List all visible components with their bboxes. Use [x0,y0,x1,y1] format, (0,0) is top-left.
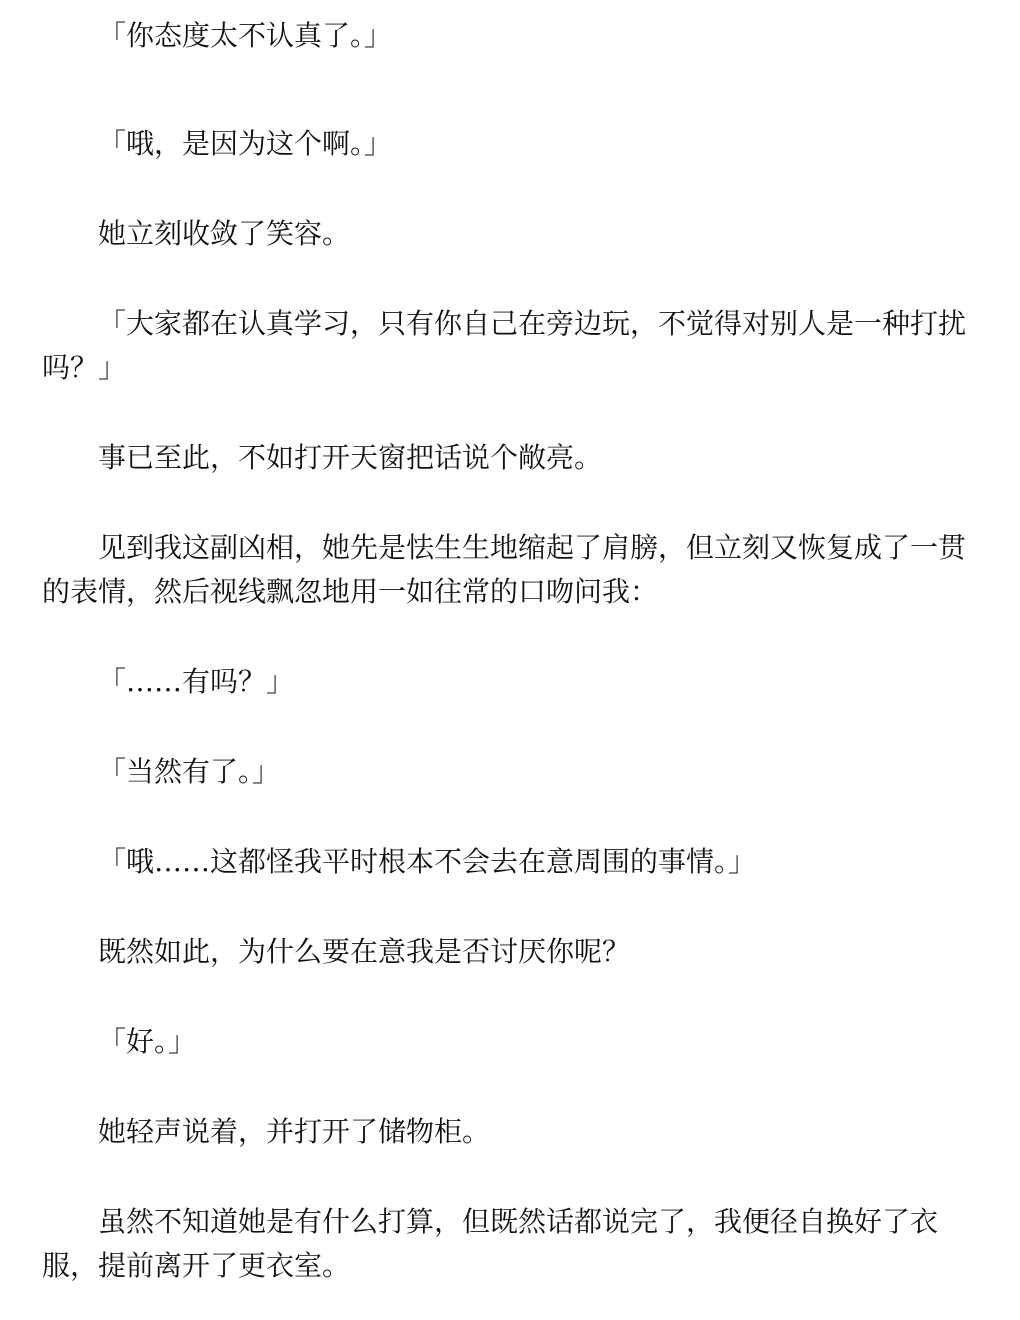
paragraph: 「当然有了。」 [98,755,281,788]
paragraph-gap [42,704,982,750]
paragraph-gap [42,256,982,302]
paragraph: 「你态度太不认真了。」 [98,19,393,52]
paragraph: 事已至此，不如打开天窗把话说个敞亮。 [98,441,603,474]
paragraph-gap [42,884,982,930]
paragraph-gap [42,1154,982,1200]
paragraph: 「好。」 [98,1025,197,1058]
paragraph-gap [42,166,982,212]
paragraph-gap [42,480,982,526]
paragraph: 她轻声说着，并打开了储物柜。 [98,1115,491,1148]
document-page [42,14,982,1288]
paragraph-gap [42,390,982,436]
paragraph: 「……有吗？」 [98,665,295,698]
paragraph-gap [42,58,982,122]
paragraph: 「大家都在认真学习，只有你自己在旁边玩，不觉得对别人是一种打扰吗？」 [42,307,967,384]
paragraph: 见到我这副凶相，她先是怯生生地缩起了肩膀，但立刻又恢复成了一贯的表情，然后视线飘忽地用一如往常的口吻问我： [42,531,967,608]
paragraph: 虽然不知道她是有什么打算，但既然话都说完了，我便径自换好了衣服，提前离开了更衣室。 [42,1205,939,1282]
paragraph-gap [42,614,982,660]
paragraph-gap [42,794,982,840]
paragraph-gap [42,974,982,1020]
paragraph: 她立刻收敛了笑容。 [98,217,351,250]
paragraph: 既然如此，为什么要在意我是否讨厌你呢？ [98,935,631,968]
paragraph-gap [42,1064,982,1110]
paragraph: 「哦，是因为这个啊。」 [98,127,393,160]
paragraph: 「哦……这都怪我平时根本不会去在意周围的事情。」 [98,845,757,878]
